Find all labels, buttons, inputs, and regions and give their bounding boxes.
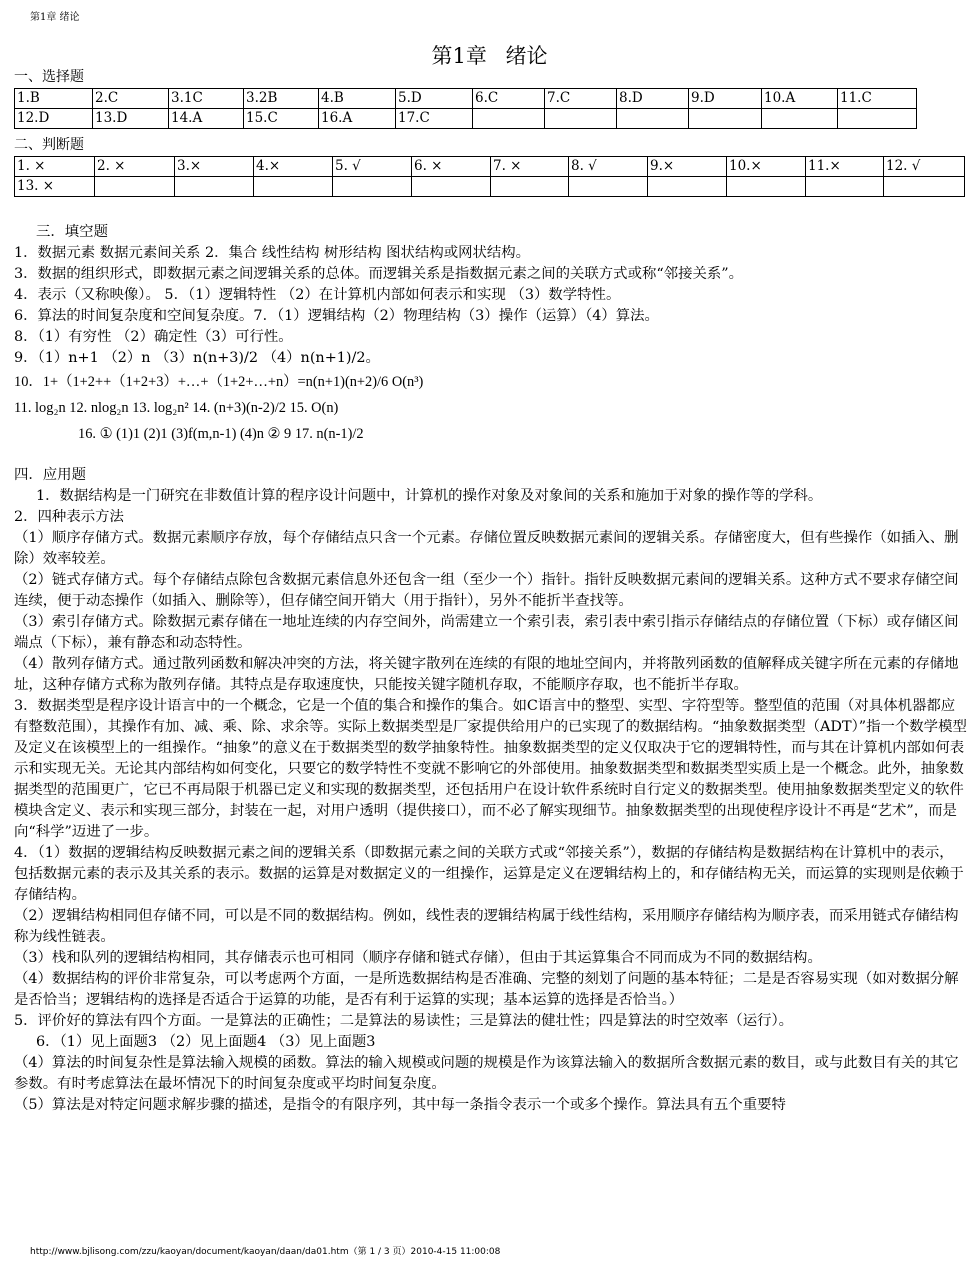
answer-cell [727, 177, 806, 197]
answer-content [14, 222, 967, 1116]
answer-cell: 8. √ [569, 157, 648, 177]
apply-line: （1）顺序存储方式。数据元素顺序存放，每个存储结点只含一个元素。存储位置反映数据元素间的逻辑关系。存储密度大，但有些操作（如插入、删除）效率较差。 [14, 530, 959, 567]
answer-cell: 3.× [175, 157, 254, 177]
answer-cell [545, 109, 617, 129]
apply-line: 4．（1）数据的逻辑结构反映数据元素之间的逻辑关系（即数据元素之间的关联方式或“邻接关系”），数据的存储结构是数据结构在计算机中的表示，包括数据元素的表示及其关系的表示。数据的运算是对数据定义的一组操作，运算是定义在逻辑结构上的，和存储结构无关，而运算的实现则是依赖于存储结构。 [14, 845, 964, 903]
table-row [15, 157, 965, 177]
apply-line: （4）数据结构的评价非常复杂，可以考虑两个方面，一是所选数据结构是否准确、完整的刻划了问题的基本特征；二是是否容易实现（如对数据分解是否恰当；逻辑结构的选择是否适合于运算的功能，是否有利于运算的实现；基本运算的选择是否恰当。） [14, 971, 959, 1008]
answer-cell: 11.× [806, 157, 884, 177]
apply-line: （3）索引存储方式。除数据元素存储在一地址连续的内存空间外，尚需建立一个索引表，索引表中索引指示存储结点的存储位置（下标）或存储区间端点（下标），兼有静态和动态特性。 [14, 614, 959, 651]
page-title [0, 40, 979, 70]
fill-line: 11. log₂n 12. nlog₂n 13. log₂n² 14. (n+3)(n-2)/2 15. O(n) [14, 400, 339, 416]
answer-cell: 3.1C [169, 89, 244, 109]
fill-line: 3．数据的组织形式，即数据元素之间逻辑关系的总体。而逻辑关系是指数据元素之间的关联方式或称“邻接关系”。 [14, 266, 744, 282]
answer-cell: 2.C [93, 89, 169, 109]
page-footer-url: http://www.bjlisong.com/zzu/kaoyan/document/kaoyan/daan/da01.htm（第 1 / 3 页）2010-4-15 11:00:08 [30, 1247, 501, 1257]
answer-cell: 10.× [727, 157, 806, 177]
answer-cell: 12. √ [884, 157, 965, 177]
answer-cell [569, 177, 648, 197]
table-row [15, 89, 917, 109]
apply-line: 5．评价好的算法有四个方面。一是算法的正确性；二是算法的易读性；三是算法的健壮性；四是算法的时空效率（运行）。 [14, 1013, 794, 1029]
answer-cell: 9.× [648, 157, 727, 177]
answer-cell: 14.A [169, 109, 244, 129]
table-row [15, 177, 965, 197]
answer-cell: 6. × [412, 157, 491, 177]
answer-cell [806, 177, 884, 197]
apply-line: （2）链式存储方式。每个存储结点除包含数据元素信息外还包含一组（至少一个）指针。指针反映数据元素间的逻辑关系。这种方式不要求存储空间连续，便于动态操作（如插入、删除等），但存储空间开销大（用于指针），另外不能折半查找等。 [14, 572, 959, 609]
answer-cell: 15.C [244, 109, 319, 129]
answer-cell: 1. × [15, 157, 95, 177]
apply-line: （5）算法是对特定问题求解步骤的描述，是指令的有限序列，其中每一条指令表示一个或多个操作。算法具有五个重要特 [14, 1097, 786, 1113]
answer-cell: 7. × [491, 157, 569, 177]
answer-cell [491, 177, 569, 197]
apply-line: 1．数据结构是一门研究在非数值计算的程序设计问题中，计算机的操作对象及对象间的关系和施加于对象的操作等的学科。 [36, 488, 823, 504]
apply-line: 6．（1）见上面题3 （2）见上面题4 （3）见上面题3 [36, 1034, 376, 1050]
apply-line: 2．四种表示方法 [14, 509, 124, 525]
answer-cell: 4.B [319, 89, 396, 109]
answer-cell [762, 109, 838, 129]
section-fill-heading: 三．填空题 [36, 224, 108, 240]
answer-cell: 5. √ [333, 157, 412, 177]
table-row [15, 109, 917, 129]
apply-line: （3）栈和队列的逻辑结构相同，其存储表示也可相同（顺序存储和链式存储），但由于其运算集合不同而成为不同的数据结构。 [14, 950, 822, 966]
section-judge-heading: 二、判断题 [14, 137, 84, 153]
answer-cell [95, 177, 175, 197]
fill-line: 9．（1）n+1 （2）n （3）n(n+3)/2 （4）n(n+1)/2。 [14, 350, 380, 366]
apply-line: 3．数据类型是程序设计语言中的一个概念，它是一个值的集合和操作的集合。如C语言中的整型、实型、字符型等。整型值的范围（对具体机器都应有整数范围），其操作有加、减、乘、除、求余等。实际上数据类型是厂家提供给用户的已实现了的数据结构。“抽象数据类型（ADT）”指一个数学模型及定义在该模型上的一组操作。“抽象”的意义在于数据类型的数学抽象特性。抽象数据类型的定义仅取决于它的逻辑特性，而与其在计算机内部如何表示和实现无关。无论其内部结构如何变化，只要它的数学特性不变就不影响它的外部使用。抽象数据类型和数据类型实质上是一个概念。此外，抽象数据类型的范围更广，它已不再局限于机器已定义和实现的数据类型，还包括用户在设计软件系统时自行定义的数据类型。使用抽象数据类型定义的软件模块含定义、表示和实现三部分，封装在一起，对用户透明（提供接口），而不必了解实现细节。抽象数据类型的出现使程序设计不再是“艺术”，而是向“科学”迈进了一步。 [14, 698, 967, 840]
answer-cell: 9.D [689, 89, 762, 109]
fill-line: 6．算法的时间复杂度和空间复杂度。7．（1）逻辑结构（2）物理结构（3）操作（运算）（4）算法。 [14, 308, 659, 324]
answer-cell: 16.A [319, 109, 396, 129]
answer-cell [333, 177, 412, 197]
fill-line: 4．表示（又称映像）。 5．（1）逻辑特性 （2）在计算机内部如何表示和实现 （3）数学特性。 [14, 287, 621, 303]
answer-cell: 8.D [617, 89, 689, 109]
answer-cell: 17.C [396, 109, 473, 129]
answer-cell: 7.C [545, 89, 617, 109]
answer-cell: 13.D [93, 109, 169, 129]
section-choice-heading: 一、选择题 [14, 69, 84, 85]
judge-answer-table [14, 156, 965, 197]
answer-cell [689, 109, 762, 129]
answer-cell [175, 177, 254, 197]
title-chapter: 第1章 [431, 44, 487, 68]
answer-cell: 11.C [838, 89, 917, 109]
answer-cell [412, 177, 491, 197]
answer-cell [617, 109, 689, 129]
fill-line: 1．数据元素 数据元素间关系 2．集合 线性结构 树形结构 图状结构或网状结构。 [14, 245, 531, 261]
section-apply-heading: 四．应用题 [14, 467, 86, 483]
answer-cell [473, 109, 545, 129]
answer-cell: 10.A [762, 89, 838, 109]
answer-cell [254, 177, 333, 197]
answer-cell: 13. × [15, 177, 95, 197]
answer-cell: 2. × [95, 157, 175, 177]
answer-cell: 1.B [15, 89, 93, 109]
apply-line: （4）散列存储方式。通过散列函数和解决冲突的方法，将关键字散列在连续的有限的地址空间内，并将散列函数的值解释成关键字所在元素的存储地址，这种存储方式称为散列存储。其特点是存取速度快，只能按关键字随机存取，不能顺序存取，也不能折半存取。 [14, 656, 959, 693]
answer-cell: 5.D [396, 89, 473, 109]
answer-cell [838, 109, 917, 129]
fill-line: 16. ① (1)1 (2)1 (3)f(m,n-1) (4)n ② 9 17. n(n-1)/2 [78, 426, 364, 442]
fill-line: 10．1+（1+2++（1+2+3）+…+（1+2+…+n）=n(n+1)(n+2)/6 O(n³) [14, 374, 424, 390]
choice-answer-table [14, 88, 917, 129]
answer-cell: 3.2B [244, 89, 319, 109]
answer-cell: 4.× [254, 157, 333, 177]
answer-cell [648, 177, 727, 197]
apply-line: （2）逻辑结构相同但存储不同，可以是不同的数据结构。例如，线性表的逻辑结构属于线性结构，采用顺序存储结构为顺序表，而采用链式存储结构称为线性链表。 [14, 908, 959, 945]
answer-cell: 12.D [15, 109, 93, 129]
apply-line: （4）算法的时间复杂性是算法输入规模的函数。算法的输入规模或问题的规模是作为该算法输入的数据所含数据元素的数目，或与此数目有关的其它参数。有时考虑算法在最坏情况下的时间复杂度或平均时间复杂度。 [14, 1055, 959, 1092]
running-header: 第1章 绪论 [30, 12, 80, 23]
answer-cell: 6.C [473, 89, 545, 109]
fill-line: 8．（1）有穷性 （2）确定性（3）可行性。 [14, 329, 293, 345]
answer-cell [884, 177, 965, 197]
title-name: 绪论 [505, 44, 548, 68]
